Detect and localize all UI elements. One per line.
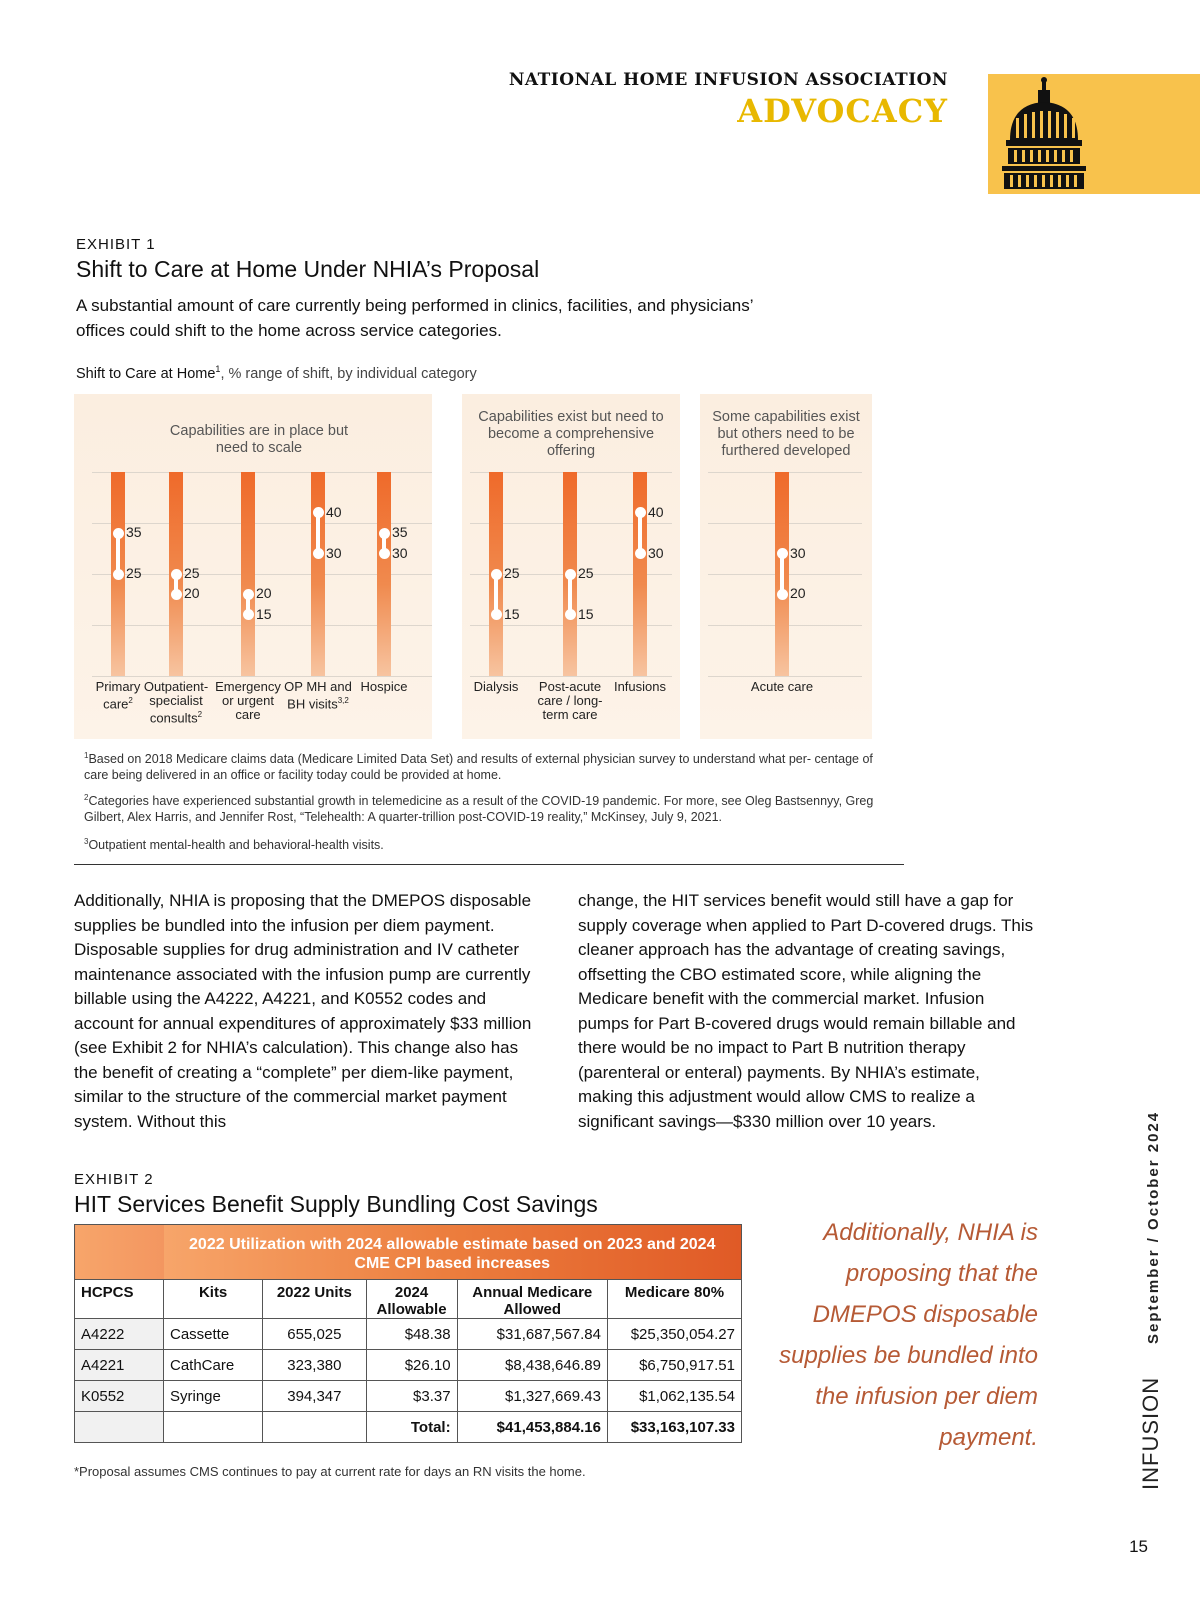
body-column-2: change, the HIT services benefit would still have a gap for supply coverage when applied to Part D-covered drugs. This cleaner approach has the advantage of creating savings, offsetting the CBO estimated score, while aligning the Medicare benefit with the commercial market. Infusion pumps for Part B-covered drugs would remain billable and there would be no impact to Part B nutrition therapy (parenteral or enteral) payments. By NHIA’s estimate, making this adjustment would allow CMS to realize a significant savings—$330 million over 10 years. <box>578 891 1034 1131</box>
cell-hcpcs: A4222 <box>75 1319 164 1350</box>
exhibit2-title: HIT Services Benefit Supply Bundling Cost Savings <box>74 1191 598 1217</box>
cell-medicare-80: $25,350,054.27 <box>607 1319 741 1350</box>
cell-empty <box>164 1412 263 1443</box>
total-annual-allowed: $41,453,884.16 <box>457 1412 607 1443</box>
table-header-row <box>75 1280 742 1319</box>
gridline <box>470 676 672 677</box>
range-high-point <box>171 569 182 580</box>
cell-annual-allowed: $1,327,669.43 <box>457 1381 607 1412</box>
range-low-label: 30 <box>392 544 408 561</box>
cell-units: 323,380 <box>263 1350 366 1381</box>
group-title-1: Capabilities are in place but need to scale <box>169 423 349 456</box>
page-number: 15 <box>1129 1537 1148 1556</box>
cell-units: 655,025 <box>263 1319 366 1350</box>
cell-empty <box>75 1412 164 1443</box>
range-low-point <box>635 548 646 559</box>
range-high-label: 30 <box>790 544 806 561</box>
magazine-name: INFUSION <box>1138 1376 1163 1490</box>
table-banner: 2022 Utilization with 2024 allowable estimate based on 2023 and 2024 CME CPI based increases <box>164 1225 742 1280</box>
chart-caption-main: Shift to Care at Home <box>76 365 216 382</box>
range-high-label: 20 <box>256 585 272 602</box>
exhibit1-subtitle: A substantial amount of care currently being performed in clinics, facilities, and physicians’ offices could shift to the home across service categories. <box>76 296 753 340</box>
category-label-sup: 3,2 <box>337 696 349 705</box>
header-allowable: 2024 Allowable <box>366 1280 457 1319</box>
cell-allowable: $48.38 <box>366 1319 457 1350</box>
range-low-label: 15 <box>578 605 594 622</box>
range-high-label: 40 <box>648 503 664 520</box>
range-low-label: 25 <box>126 565 142 581</box>
cost-savings-table <box>74 1224 742 1443</box>
issue-date: September / October 2024 <box>1145 1110 1162 1344</box>
range-low-point <box>777 589 788 600</box>
group-title-2: Capabilities exist but need to become a comprehensive offering <box>478 409 664 459</box>
cell-medicare-80: $1,062,135.54 <box>607 1381 741 1412</box>
range-high-label: 25 <box>184 565 200 581</box>
section-title: ADVOCACY <box>737 92 948 130</box>
cell-kits: Cassette <box>164 1319 263 1350</box>
category-label-sup: 2 <box>197 710 203 719</box>
cell-annual-allowed: $8,438,646.89 <box>457 1350 607 1381</box>
range-bar <box>311 472 325 676</box>
table-banner-spacer <box>75 1225 164 1280</box>
category-label: Emergency or urgent care <box>215 679 281 722</box>
footnote-2 <box>84 790 904 825</box>
category-label: Outpatient-specialist consults$^2$ <box>143 679 209 726</box>
capitol-dome-icon <box>988 74 1200 194</box>
cell-units: 394,347 <box>263 1381 366 1412</box>
category-label: Post-acute care / long-term care <box>537 679 603 722</box>
range-low-point <box>565 609 576 620</box>
range-high-point <box>379 528 390 539</box>
category-label-sup: 2 <box>128 696 133 705</box>
cell-empty <box>263 1412 366 1443</box>
footnote-1-marker: 1 <box>84 751 89 760</box>
footnote-1 <box>84 748 884 783</box>
header-units: 2022 Units <box>263 1280 366 1319</box>
cell-annual-allowed: $31,687,567.84 <box>457 1319 607 1350</box>
gridline <box>92 676 432 677</box>
range-low-point <box>313 548 324 559</box>
footnote-3-marker: 3 <box>84 837 89 846</box>
range-high-label: 40 <box>326 503 342 520</box>
exhibit1-title: Shift to Care at Home Under NHIA’s Proposal <box>76 256 540 282</box>
range-high-point <box>635 507 646 518</box>
range-connector <box>116 533 120 574</box>
category-label: OP MH and BH visits$^{3,2}$ <box>284 679 352 712</box>
footnote-2-marker: 2 <box>84 793 89 802</box>
range-bar <box>377 472 391 676</box>
header-kits: Kits <box>164 1280 263 1319</box>
table-note: *Proposal assumes CMS continues to pay at current rate for days an RN visits the home. <box>74 1464 586 1479</box>
gridline <box>708 676 862 677</box>
header-medicare-80: Medicare 80% <box>607 1280 741 1319</box>
cell-kits: CathCare <box>164 1350 263 1381</box>
range-high-point <box>491 569 502 580</box>
total-medicare-80: $33,163,107.33 <box>607 1412 741 1443</box>
category-label: Infusions <box>613 679 667 694</box>
range-bar <box>241 472 255 676</box>
table-row <box>75 1319 742 1350</box>
table-row <box>75 1350 742 1381</box>
cell-hcpcs: K0552 <box>75 1381 164 1412</box>
range-low-point <box>243 609 254 620</box>
table-total-row <box>75 1412 742 1443</box>
pull-quote: Additionally, NHIA is proposing that the DMEPOS disposable supplies be bundled into the infusion per diem payment. <box>779 1219 1038 1451</box>
cell-hcpcs: A4221 <box>75 1350 164 1381</box>
cell-allowable: $3.37 <box>366 1381 457 1412</box>
range-low-point <box>491 609 502 620</box>
range-high-point <box>113 528 124 539</box>
range-low-label: 20 <box>790 585 806 602</box>
range-low-label: 20 <box>184 585 200 602</box>
range-high-label: 25 <box>504 565 520 581</box>
exhibit2-label: EXHIBIT 2 <box>74 1171 154 1188</box>
category-label: Acute care <box>750 679 814 694</box>
header-icon-box <box>988 74 1200 194</box>
chart-caption <box>76 364 477 382</box>
exhibit1-label: EXHIBIT 1 <box>76 236 156 253</box>
footnote-3-text: Outpatient mental-health and behavioral-health visits. <box>88 838 384 853</box>
footnote-1-text: Based on 2018 Medicare claims data (Medicare Limited Data Set) and results of external physician survey to understand what per- centage of care being delivered in an office or facility today could be provided at home. <box>84 752 873 783</box>
category-label: Hospice <box>360 679 408 694</box>
range-low-label: 15 <box>256 605 272 622</box>
total-label: Total: <box>366 1412 457 1443</box>
body-column-1: Additionally, NHIA is proposing that the DMEPOS disposable supplies be bundled into the infusion per diem payment. Disposable supplies for drug administration and IV catheter maintenance associated with the infusion pump are currently billable using the A4222, A4221, and K0552 codes and account for annual expenditures of approximately $33 million (see Exhibit 2 for NHIA’s calculation). This change also has the benefit of creating a “complete” per diem-like payment, similar to the structure of the commercial market payment system. Without this <box>74 891 532 1131</box>
range-low-point <box>379 548 390 559</box>
range-bar <box>633 472 647 676</box>
range-low-point <box>113 569 124 580</box>
range-low-label: 30 <box>326 544 342 561</box>
footnote-3 <box>84 834 884 853</box>
organization-name: NATIONAL HOME INFUSION ASSOCIATION <box>508 70 948 90</box>
header-annual-allowed: Annual Medicare Allowed <box>457 1280 607 1319</box>
range-low-label: 15 <box>504 605 520 622</box>
group-title-3: Some capabilities exist but others need to be furthered developed <box>712 409 860 459</box>
range-high-label: 25 <box>578 565 594 581</box>
cell-allowable: $26.10 <box>366 1350 457 1381</box>
footnote-2-text: Categories have experienced substantial growth in telemedicine as a result of the COVID-19 pandemic. For more, see Oleg Bastsennyy, Greg Gilbert, Alex Harris, and Jennifer Rost, “Telehealth: A quarter-trillion post-COVID-19 reality,” McKinsey, July 9, 2021. <box>84 794 874 825</box>
chart-caption-sup: 1 <box>215 364 221 374</box>
cell-medicare-80: $6,750,917.51 <box>607 1350 741 1381</box>
chart-caption-rest: , % range of shift, by individual category <box>220 365 477 382</box>
header-hcpcs: HCPCS <box>75 1280 164 1319</box>
range-high-point <box>777 548 788 559</box>
range-high-point <box>313 507 324 518</box>
table-row <box>75 1381 742 1412</box>
category-label: Primary care$^2$ <box>95 679 141 712</box>
cell-kits: Syringe <box>164 1381 263 1412</box>
range-low-label: 30 <box>648 544 664 561</box>
range-high-point <box>565 569 576 580</box>
category-label: Dialysis <box>473 679 519 694</box>
range-low-point <box>171 589 182 600</box>
range-high-point <box>243 589 254 600</box>
exhibit1-divider <box>74 864 904 865</box>
range-high-label: 35 <box>392 524 408 541</box>
range-high-label: 35 <box>126 524 142 541</box>
